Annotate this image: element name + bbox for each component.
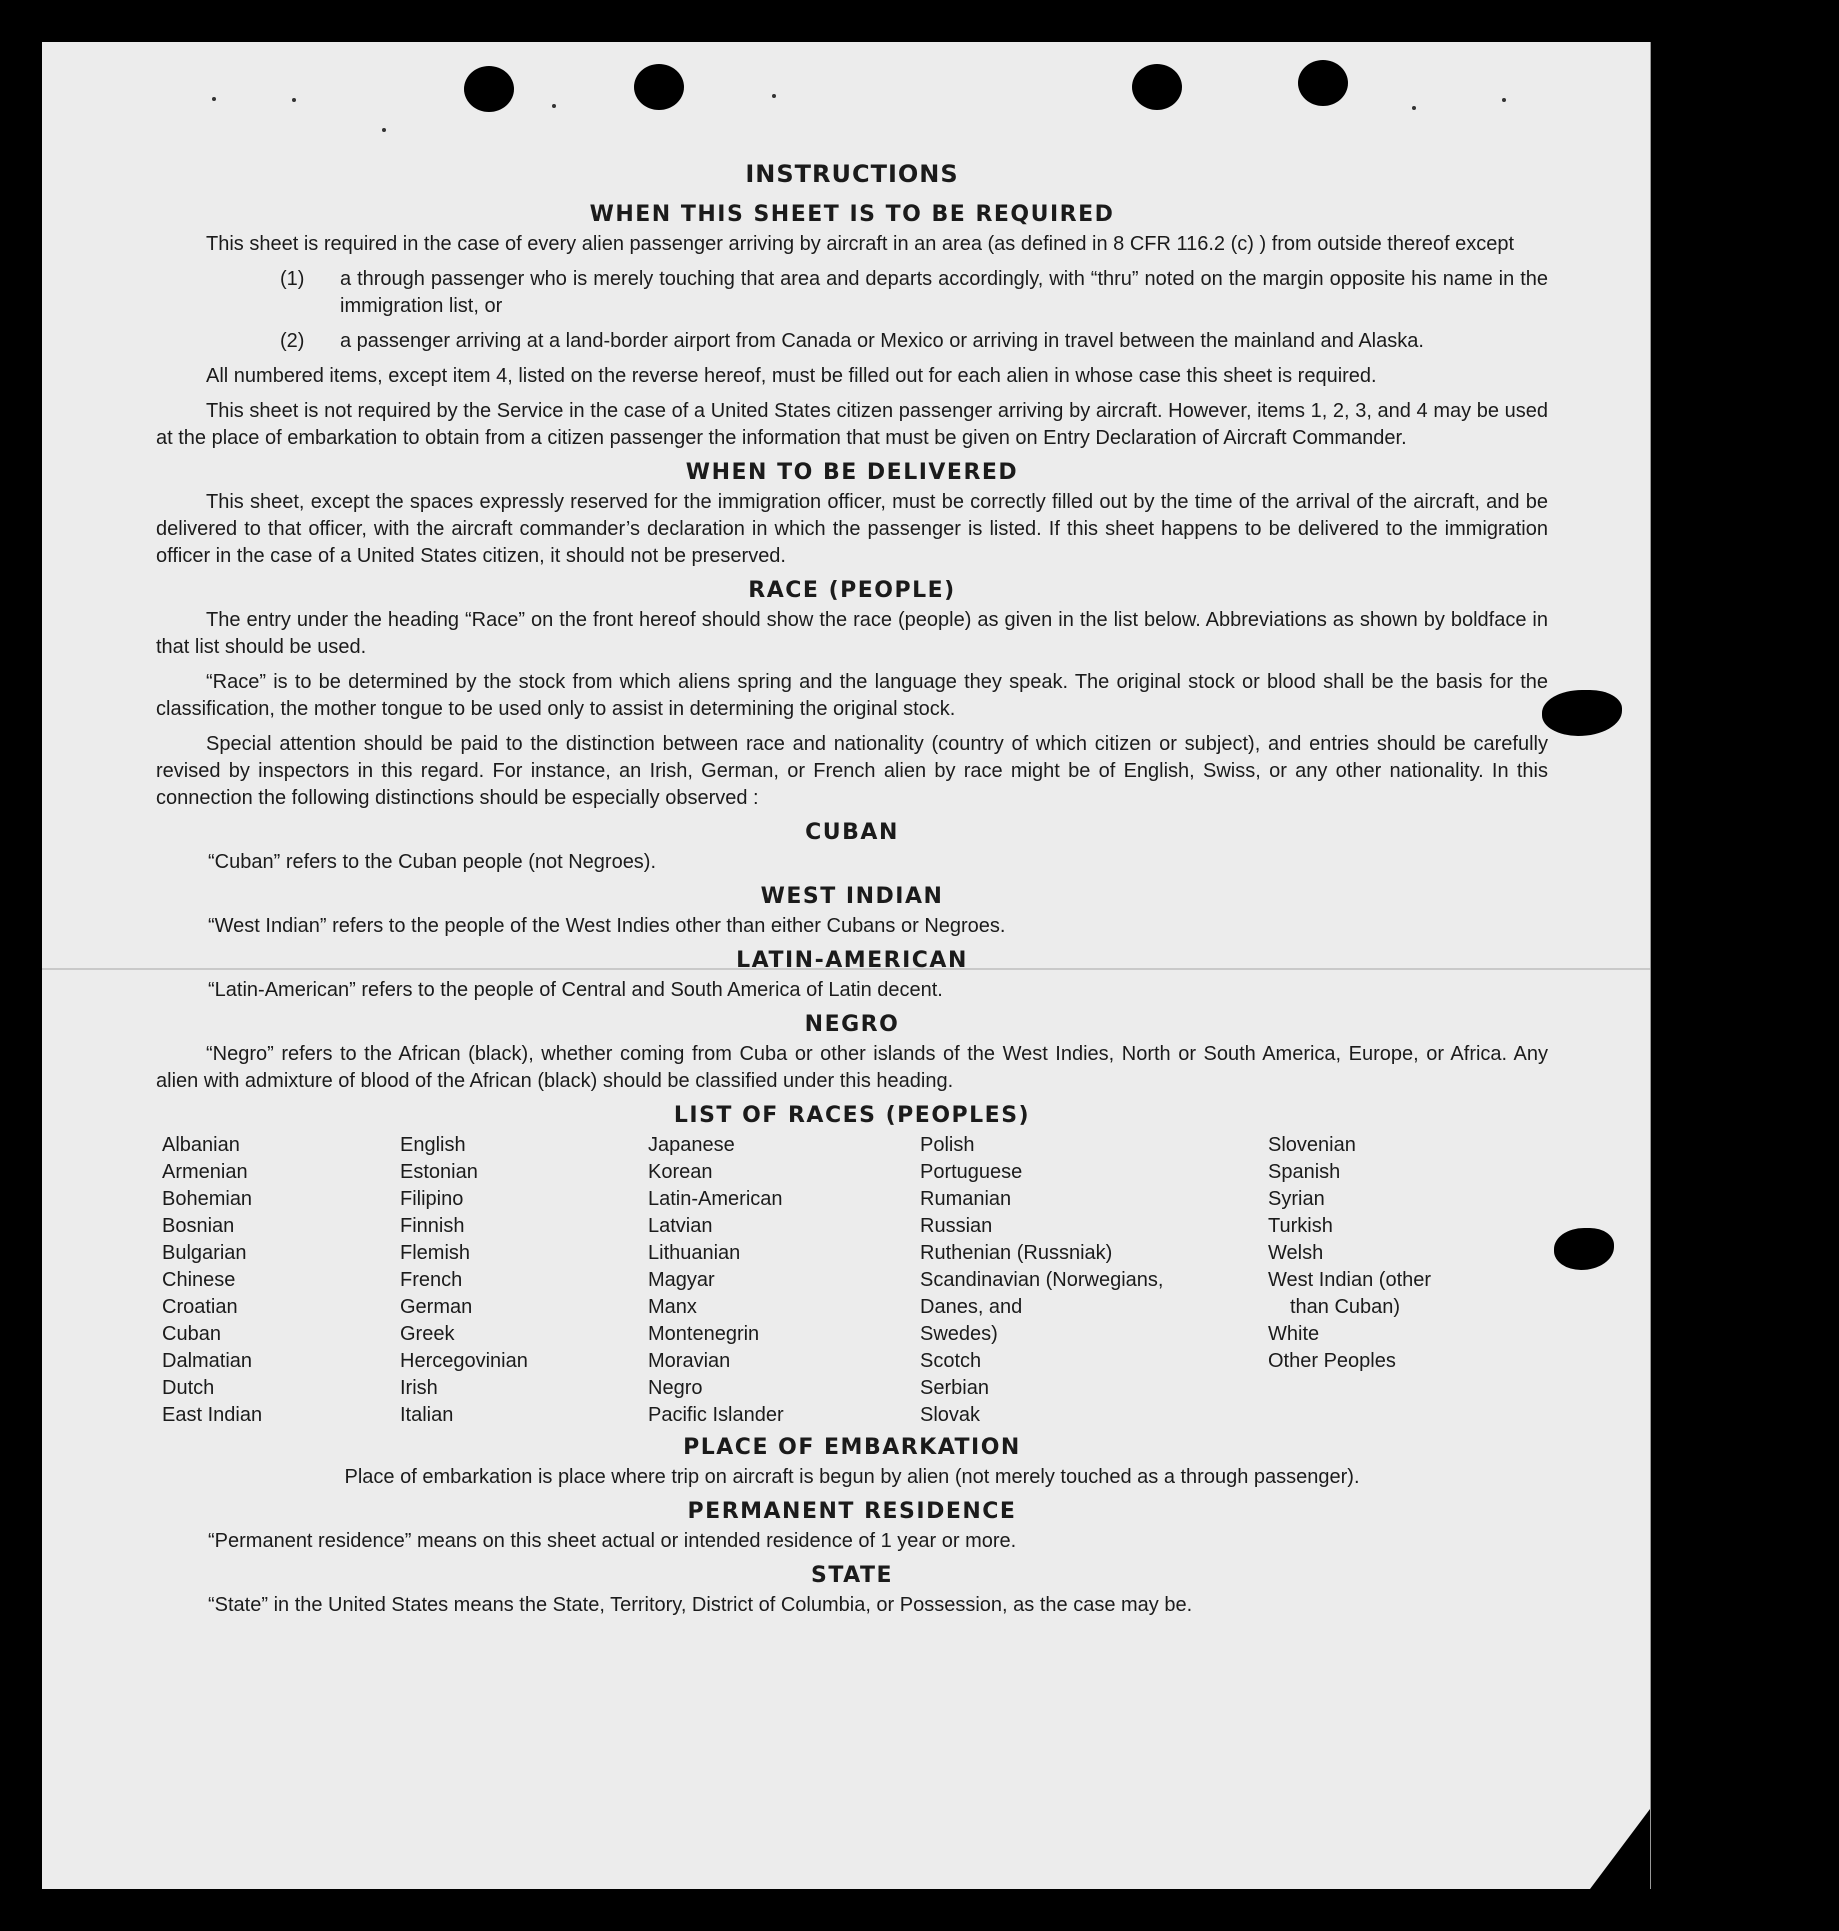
race-entry: Portuguese xyxy=(920,1161,1023,1183)
races-list xyxy=(156,1132,1548,1429)
heading-west-indian: WEST INDIAN xyxy=(760,884,944,909)
race-entry: Spanish xyxy=(1268,1161,1341,1183)
race-entry: French xyxy=(400,1269,463,1291)
races-column xyxy=(400,1132,648,1429)
race-entry: Dalmatian xyxy=(162,1350,253,1372)
race-entry: Pacific Islander xyxy=(648,1404,784,1426)
race-entry: Welsh xyxy=(1268,1242,1324,1264)
document-sheet xyxy=(42,42,1651,1889)
item-text: a through passenger who is merely touching that area and departs accordingly, with “thru” noted on the margin opposite his name in the immigration list, or xyxy=(340,268,1548,317)
punch-hole xyxy=(1132,64,1182,110)
torn-corner xyxy=(1590,1809,1650,1889)
race-entry: Flemish xyxy=(400,1242,471,1264)
heading-when-delivered: WHEN TO BE DELIVERED xyxy=(685,460,1019,485)
race-entry: Slovak xyxy=(920,1404,981,1426)
speck xyxy=(382,128,386,132)
punch-hole xyxy=(464,66,514,112)
race-entry: Montenegrin xyxy=(648,1323,760,1345)
races-column xyxy=(920,1132,1268,1429)
speck xyxy=(1502,98,1506,102)
residence-text: “Permanent residence” means on this sheet actual or intended residence of 1 year or more. xyxy=(208,1530,1017,1552)
race-entry: East Indian xyxy=(162,1404,263,1426)
item-text: a passenger arriving at a land-border airport from Canada or Mexico or arriving in travel between the mainland and Alaska. xyxy=(340,330,1424,352)
race-entry: Negro xyxy=(648,1377,703,1399)
race-entry: Slovenian xyxy=(1268,1134,1356,1156)
ink-blot xyxy=(1542,690,1622,736)
race-entry: Latvian xyxy=(648,1215,713,1237)
speck xyxy=(212,97,216,101)
ink-blot xyxy=(1554,1228,1614,1270)
race-entry: Croatian xyxy=(162,1296,238,1318)
heading-when-required: WHEN THIS SHEET IS TO BE REQUIRED xyxy=(589,202,1115,227)
race-entry: White xyxy=(1268,1323,1320,1345)
latin-american-text: “Latin-American” refers to the people of Central and South America of Latin decent. xyxy=(208,979,943,1001)
race-entry: Chinese xyxy=(162,1269,236,1291)
race-entry: Italian xyxy=(400,1404,454,1426)
race-entry: Syrian xyxy=(1268,1188,1325,1210)
list-item xyxy=(280,266,1548,320)
race-entry: Filipino xyxy=(400,1188,464,1210)
punch-hole xyxy=(634,64,684,110)
race-entry: Serbian xyxy=(920,1377,989,1399)
race-entry: Bohemian xyxy=(162,1188,253,1210)
required-paragraph-2: All numbered items, except item 4, listed on the reverse hereof, must be filled out for each alien in whose case this sheet is required. xyxy=(206,365,1377,387)
punch-hole xyxy=(1298,60,1348,106)
speck xyxy=(772,94,776,98)
race-entry: Lithuanian xyxy=(648,1242,741,1264)
west-indian-text: “West Indian” refers to the people of the West Indies other than either Cubans or Negroes. xyxy=(208,915,1006,937)
heading-state: STATE xyxy=(811,1563,893,1588)
required-paragraph-1: This sheet is required in the case of every alien passenger arriving by aircraft in an area (as defined in 8 CFR 116.2 (c) ) from outside thereof except xyxy=(206,233,1515,255)
race-entry: Russian xyxy=(920,1215,993,1237)
embarkation-text: Place of embarkation is place where trip on aircraft is begun by alien (not merely touched as a through passenger). xyxy=(344,1466,1360,1488)
race-entry: Rumanian xyxy=(920,1188,1012,1210)
race-entry: Albanian xyxy=(162,1134,240,1156)
race-entry: Japanese xyxy=(648,1134,735,1156)
race-entry: than Cuban) xyxy=(1290,1296,1401,1318)
heading-race: RACE (PEOPLE) xyxy=(748,578,956,603)
race-entry: West Indian (other xyxy=(1268,1269,1432,1291)
race-entry: Scandinavian (Norwegians, xyxy=(920,1269,1164,1291)
race-paragraph-2: “Race” is to be determined by the stock from which aliens spring and the language they speak. The original stock or blood shall be the basis for the classification, the mother tongue to be used only to assist in determining the original stock. xyxy=(156,671,1548,720)
speck xyxy=(552,104,556,108)
race-entry: Irish xyxy=(400,1377,438,1399)
race-paragraph-1: The entry under the heading “Race” on the front hereof should show the race (people) as given in the list below. Abbreviations as shown by boldface in that list should be used. xyxy=(156,609,1548,658)
required-paragraph-3: This sheet is not required by the Service in the case of a United States citizen passenger arriving by aircraft. However, items 1, 2, 3, and 4 may be used at the place of embarkation to obtain from a citizen passenger the information that must be given on Entry Declaration of Aircraft Commander. xyxy=(156,400,1548,449)
race-entry: Ruthenian (Russniak) xyxy=(920,1242,1113,1264)
races-column xyxy=(648,1132,920,1429)
race-entry: Hercegovinian xyxy=(400,1350,528,1372)
races-column xyxy=(162,1132,400,1429)
state-text: “State” in the United States means the State, Territory, District of Columbia, or Possession, as the case may be. xyxy=(208,1594,1193,1616)
race-entry: Estonian xyxy=(400,1161,478,1183)
heading-cuban: CUBAN xyxy=(805,820,899,845)
list-item xyxy=(280,328,1548,355)
race-entry: Polish xyxy=(920,1134,975,1156)
race-entry: Swedes) xyxy=(920,1323,998,1345)
race-entry: Turkish xyxy=(1268,1215,1333,1237)
delivered-paragraph: This sheet, except the spaces expressly reserved for the immigration officer, must be correctly filled out by the time of the arrival of the aircraft, and be delivered to that officer, with the aircraft commander’s declaration in which the passenger is listed. If this sheet happens to be delivered to the immigration officer in the case of a United States citizen, it should not be preserved. xyxy=(156,491,1548,567)
race-entry: Armenian xyxy=(162,1161,248,1183)
race-entry: German xyxy=(400,1296,473,1318)
heading-latin-american: LATIN-AMERICAN xyxy=(736,948,968,973)
race-entry: Greek xyxy=(400,1323,455,1345)
negro-text: “Negro” refers to the African (black), whether coming from Cuba or other islands of the West Indies, North or South America, Europe, or Africa. Any alien with admixture of blood of the African (black) should be classified under this heading. xyxy=(156,1043,1548,1092)
race-entry: Bosnian xyxy=(162,1215,235,1237)
speck xyxy=(292,98,296,102)
race-entry: Dutch xyxy=(162,1377,215,1399)
document-title: INSTRUCTIONS xyxy=(745,160,959,188)
race-entry: Magyar xyxy=(648,1269,715,1291)
heading-place-of-embarkation: PLACE OF EMBARKATION xyxy=(683,1435,1021,1460)
exception-list xyxy=(156,266,1548,355)
race-entry: Manx xyxy=(648,1296,697,1318)
heading-negro: NEGRO xyxy=(804,1012,900,1037)
race-entry: Danes, and xyxy=(920,1296,1023,1318)
races-column xyxy=(1268,1132,1528,1429)
race-entry: Finnish xyxy=(400,1215,465,1237)
speck xyxy=(1412,106,1416,110)
item-number: (1) xyxy=(280,268,305,290)
race-entry: Other Peoples xyxy=(1268,1350,1396,1372)
heading-list-of-races: LIST OF RACES (PEOPLES) xyxy=(673,1103,1031,1128)
instructions-content xyxy=(156,160,1548,1627)
race-entry: English xyxy=(400,1134,466,1156)
race-entry: Latin-American xyxy=(648,1188,783,1210)
race-entry: Moravian xyxy=(648,1350,731,1372)
heading-permanent-residence: PERMANENT RESIDENCE xyxy=(687,1499,1017,1524)
race-paragraph-3: Special attention should be paid to the distinction between race and nationality (country of which citizen or subject), and entries should be carefully revised by inspectors in this regard. For instance, an Irish, German, or French alien by race might be of English, Swiss, or any other nationality. In this connection the following distinctions should be especially observed : xyxy=(156,733,1548,809)
race-entry: Bulgarian xyxy=(162,1242,247,1264)
item-number: (2) xyxy=(280,330,305,352)
cuban-text: “Cuban” refers to the Cuban people (not Negroes). xyxy=(208,851,657,873)
race-entry: Korean xyxy=(648,1161,713,1183)
race-entry: Cuban xyxy=(162,1323,221,1345)
race-entry: Scotch xyxy=(920,1350,982,1372)
